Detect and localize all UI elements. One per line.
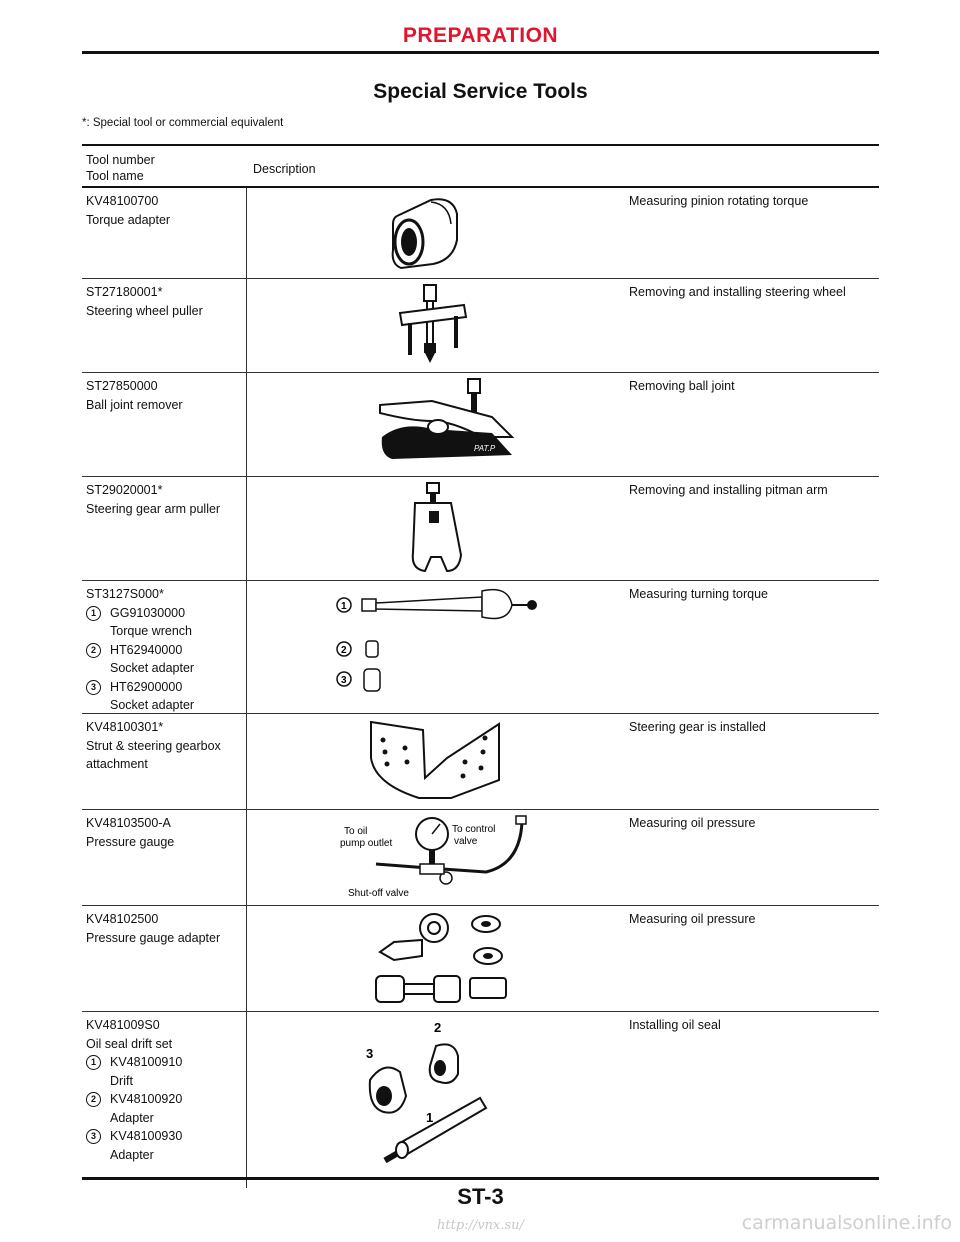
oil-seal-drift-icon <box>360 1016 490 1176</box>
part-number-badge: 1 <box>86 1055 101 1070</box>
tools-table <box>82 144 879 1188</box>
label-valve: valve <box>454 836 478 847</box>
callout-2: 2 <box>434 1020 442 1035</box>
tool-name: Torque adapter <box>86 212 171 227</box>
tool-description: Removing and installing pitman arm <box>629 483 828 497</box>
part-code: KV48100920 <box>110 1092 183 1106</box>
table-row <box>82 581 879 714</box>
tool-name: Pressure gauge adapter <box>86 930 221 945</box>
table-row <box>82 1012 879 1188</box>
torque-adapter-icon <box>387 194 467 272</box>
tool-number: ST29020001* <box>86 483 163 497</box>
tool-cell <box>86 192 244 229</box>
tool-name: Pressure gauge <box>86 834 175 849</box>
part-code: KV48100910 <box>110 1055 183 1069</box>
tool-name: Strut & steering gearbox <box>86 738 221 753</box>
tool-cell <box>86 481 244 518</box>
callout-1: 1 <box>341 601 347 612</box>
part-number-badge: 3 <box>86 1129 101 1144</box>
tool-description: Measuring oil pressure <box>629 816 756 830</box>
table-row <box>82 906 879 1012</box>
part-number-badge: 2 <box>86 1092 101 1107</box>
table-row <box>82 714 879 810</box>
part-name: Adapter <box>110 1147 154 1162</box>
tool-name: Steering wheel puller <box>86 303 203 318</box>
part-code: GG91030000 <box>110 605 186 620</box>
part-name: Adapter <box>110 1110 154 1125</box>
callout-3: 3 <box>366 1046 374 1061</box>
label-pump-outlet: pump outlet <box>340 838 393 849</box>
gear-arm-puller-icon <box>407 481 467 575</box>
tool-description: Measuring pinion rotating torque <box>629 194 809 208</box>
table-row <box>82 188 879 279</box>
ball-joint-remover-icon <box>372 377 522 467</box>
part-name: Socket adapter <box>110 661 195 675</box>
footnote: *: Special tool or commercial equivalent <box>82 117 284 129</box>
part-name: Socket adapter <box>110 698 195 712</box>
tool-name: Steering gear arm puller <box>86 501 221 516</box>
tool-description: Removing and installing steering wheel <box>629 285 846 299</box>
label-to-oil: To oil <box>344 826 368 837</box>
part-number-badge: 3 <box>86 680 101 695</box>
tool-number: KV48102500 <box>86 912 159 926</box>
tool-name-cont: attachment <box>86 757 148 771</box>
tool-name: Oil seal drift set <box>86 1036 173 1051</box>
table-row <box>82 279 879 373</box>
tool-cell <box>86 283 244 320</box>
header-description: Description <box>253 162 316 176</box>
table-row <box>82 477 879 581</box>
gauge-adapter-icon <box>372 912 522 1006</box>
tool-number: ST27850000 <box>86 379 158 393</box>
tool-description: Measuring oil pressure <box>629 912 756 926</box>
table-row <box>82 373 879 477</box>
watermark: carmanualsonline.info <box>741 1212 952 1234</box>
part-code: HT62900000 <box>110 679 183 694</box>
header-tool-name: Tool name <box>86 169 144 183</box>
part-item <box>86 641 244 660</box>
tool-number: ST27180001* <box>86 285 163 299</box>
stamp-label: PAT.P <box>474 444 496 453</box>
tool-description: Measuring turning torque <box>629 587 768 601</box>
header-rule <box>82 51 879 54</box>
tool-cell <box>86 910 244 947</box>
page-title: Special Service Tools <box>373 80 588 103</box>
steering-wheel-puller-icon <box>392 283 472 369</box>
tool-description: Removing ball joint <box>629 379 735 393</box>
tool-cell <box>86 718 244 774</box>
part-code: HT62940000 <box>110 642 183 657</box>
page-number: ST-3 <box>457 1184 504 1209</box>
tool-cell <box>86 585 244 715</box>
part-item <box>86 1090 244 1109</box>
callout-2: 2 <box>341 645 347 656</box>
header-tool-number: Tool number <box>86 153 155 167</box>
section-title: PREPARATION <box>402 24 559 47</box>
source-url[interactable]: http://vnx.su/ <box>437 1218 524 1233</box>
callout-3: 3 <box>341 675 347 686</box>
part-number-badge: 1 <box>86 606 101 621</box>
tool-description: Steering gear is installed <box>629 720 766 734</box>
tool-number: KV48103500-A <box>86 816 171 830</box>
part-item <box>86 1053 244 1072</box>
label-to-control: To control <box>452 824 496 835</box>
header-tool <box>86 152 155 184</box>
tool-number: KV48100700 <box>86 194 159 208</box>
section-header <box>82 24 879 48</box>
tool-number: KV48100301* <box>86 720 164 734</box>
gearbox-attachment-icon <box>367 718 507 802</box>
callout-1: 1 <box>426 1110 434 1125</box>
footer-rule <box>82 1177 879 1180</box>
torque-wrench-set-icon <box>332 585 552 703</box>
part-name: Torque wrench <box>110 624 192 638</box>
part-item <box>86 604 244 623</box>
part-item <box>86 1127 244 1146</box>
pressure-gauge-icon <box>336 812 536 902</box>
tool-cell <box>86 814 244 851</box>
tool-cell <box>86 1016 244 1164</box>
table-header <box>82 144 879 188</box>
part-number-badge: 2 <box>86 643 101 658</box>
tool-number: ST3127S000* <box>86 587 164 601</box>
part-item <box>86 678 244 697</box>
table-row <box>82 810 879 906</box>
tool-cell <box>86 377 244 414</box>
part-name: Drift <box>110 1073 133 1088</box>
label-shutoff-valve: Shut-off valve <box>348 888 409 899</box>
part-code: KV48100930 <box>110 1129 183 1143</box>
tool-name: Ball joint remover <box>86 397 183 412</box>
tool-number: KV481009S0 <box>86 1018 160 1032</box>
tool-description: Installing oil seal <box>629 1018 721 1032</box>
